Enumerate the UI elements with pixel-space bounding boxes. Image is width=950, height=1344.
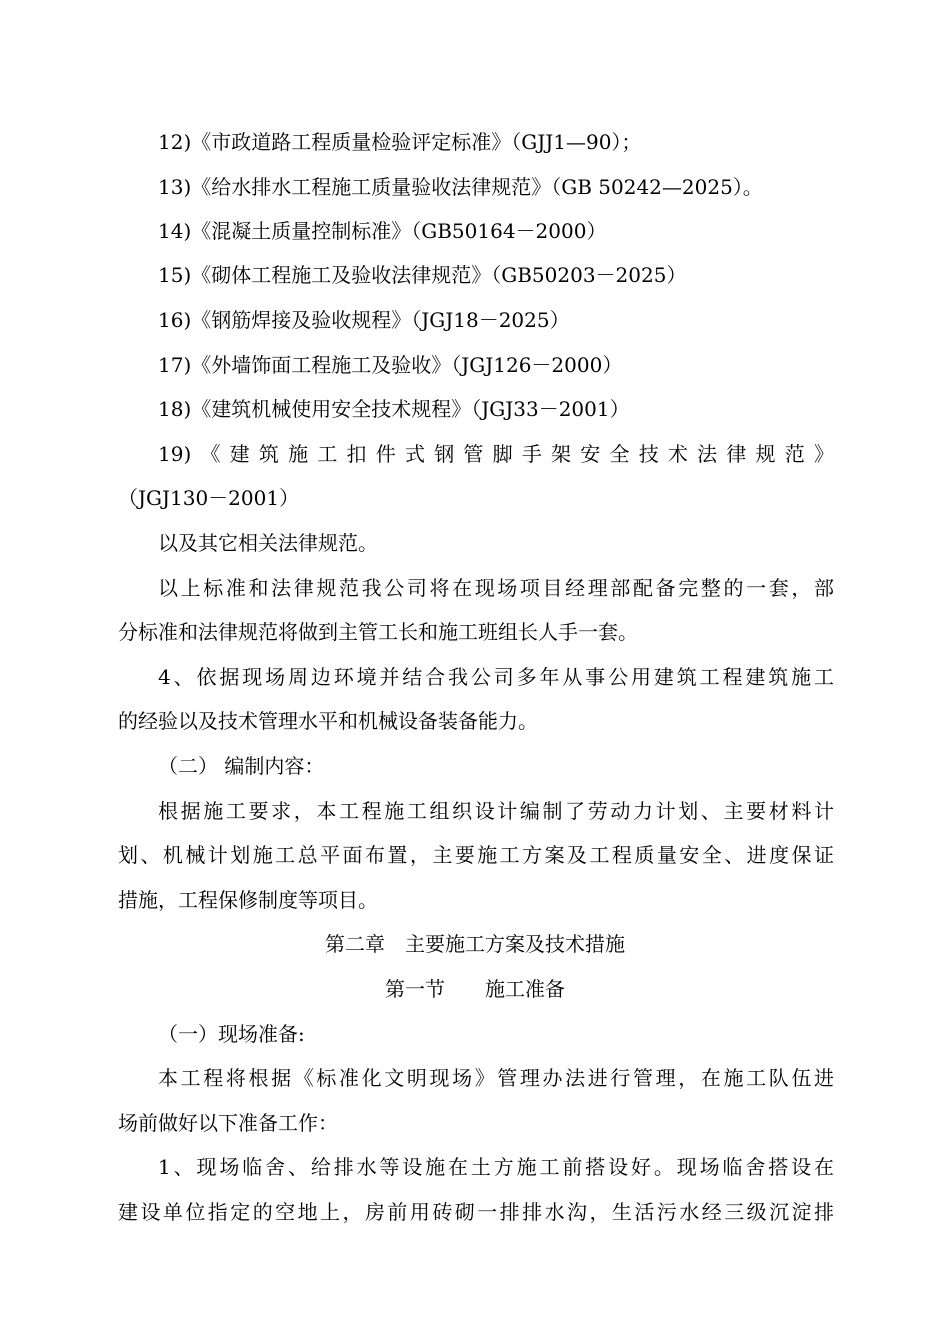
paragraph-line: 1、现场临舍、给排水等设施在土方施工前搭设好。现场临舍搭设在 (158, 1155, 834, 1179)
subsection-heading: （一）现场准备: (158, 1022, 305, 1046)
chapter-heading: 第二章 主要施工方案及技术措施 (325, 932, 625, 956)
paragraph-line: 根据施工要求，本工程施工组织设计编制了劳动力计划、主要材料计 (158, 799, 834, 823)
reference-item-16: 16)《钢筋焊接及验收规程》（JGJ18－2025） (158, 308, 570, 332)
paragraph-line: 的经验以及技术管理水平和机械设备装备能力。 (118, 709, 538, 733)
paragraph-line: 场前做好以下准备工作： (118, 1111, 338, 1135)
reference-item-19: 19)《建筑施工扣件式钢管脚手架安全技术法律规范》 (158, 442, 834, 466)
reference-item-19-code: （JGJ130－2001） (118, 486, 300, 510)
reference-item-12: 12)《市政道路工程质量检验评定标准》（GJJ1—90）； (158, 130, 642, 154)
subsection-heading: （二） 编制内容： (158, 754, 325, 778)
paragraph-line: 分标准和法律规范将做到主管工长和施工班组长人手一套。 (118, 620, 638, 644)
paragraph-line: 以及其它相关法律规范。 (158, 531, 378, 555)
paragraph-line: 本工程将根据《标准化文明现场》管理办法进行管理，在施工队伍进 (158, 1066, 834, 1090)
paragraph-line: 以上标准和法律规范我公司将在现场项目经理部配备完整的一套，部 (158, 576, 834, 600)
paragraph-line: 划、机械计划施工总平面布置，主要施工方案及工程质量安全、进度保证 (118, 843, 834, 867)
reference-item-13: 13)《给水排水工程施工质量验收法律规范》（GB 50242—2025）。 (158, 175, 763, 199)
paragraph-line: 措施，工程保修制度等项目。 (118, 888, 378, 912)
reference-item-18: 18)《建筑机械使用安全技术规程》（JGJ33－2001） (158, 397, 630, 421)
section-heading: 第一节 施工准备 (385, 977, 565, 1001)
reference-item-14: 14)《混凝土质量控制标准》（GB50164－2000） (158, 219, 607, 243)
paragraph-line: 建设单位指定的空地上，房前用砖砌一排排水沟，生活污水经三级沉淀排 (118, 1200, 834, 1224)
reference-item-17: 17)《外墙饰面工程施工及验收》（JGJ126－2000） (158, 353, 623, 377)
paragraph-line: 4、依据现场周边环境并结合我公司多年从事公用建筑工程建筑施工 (158, 665, 834, 689)
reference-item-15: 15)《砌体工程施工及验收法律规范》（GB50203－2025） (158, 263, 687, 287)
